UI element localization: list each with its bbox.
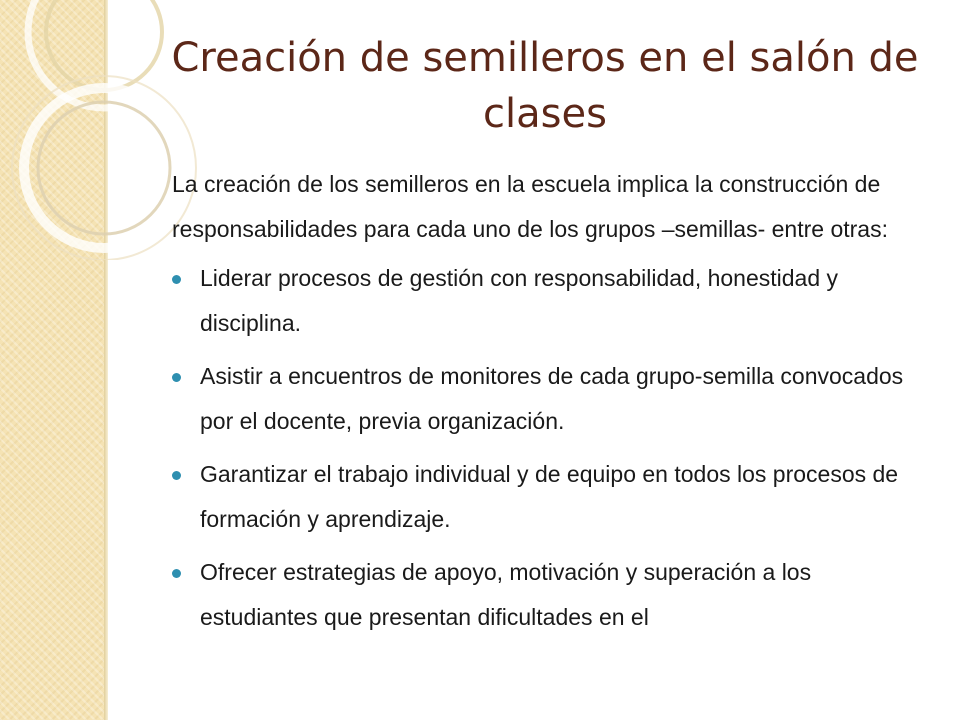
bullet-dot-icon [172,275,181,284]
intro-paragraph: La creación de los semilleros en la escuela implica la construcción de responsabilidades para cada uno de los grupos –semillas- entre otras: [172,171,888,242]
list-item [172,550,932,640]
bullet-text: Liderar procesos de gestión con responsabilidad, honestidad y disciplina. [200,265,839,336]
bullet-list [172,256,932,640]
bullet-text: Asistir a encuentros de monitores de cada grupo-semilla convocados por el docente, previa organización. [200,363,904,434]
list-item [172,452,932,542]
bullet-dot-icon [172,471,181,480]
bullet-dot-icon [172,373,181,382]
bullet-text: Ofrecer estrategias de apoyo, motivación y superación a los estudiantes que presentan dificultades en el [200,559,812,630]
list-item [172,256,932,346]
bullet-text: Garantizar el trabajo individual y de equipo en todos los procesos de formación y aprendizaje. [200,461,899,532]
slide-body [172,162,932,648]
list-item [172,354,932,444]
bullet-dot-icon [172,569,181,578]
slide-title: Creación de semilleros en el salón de clases [171,35,919,137]
